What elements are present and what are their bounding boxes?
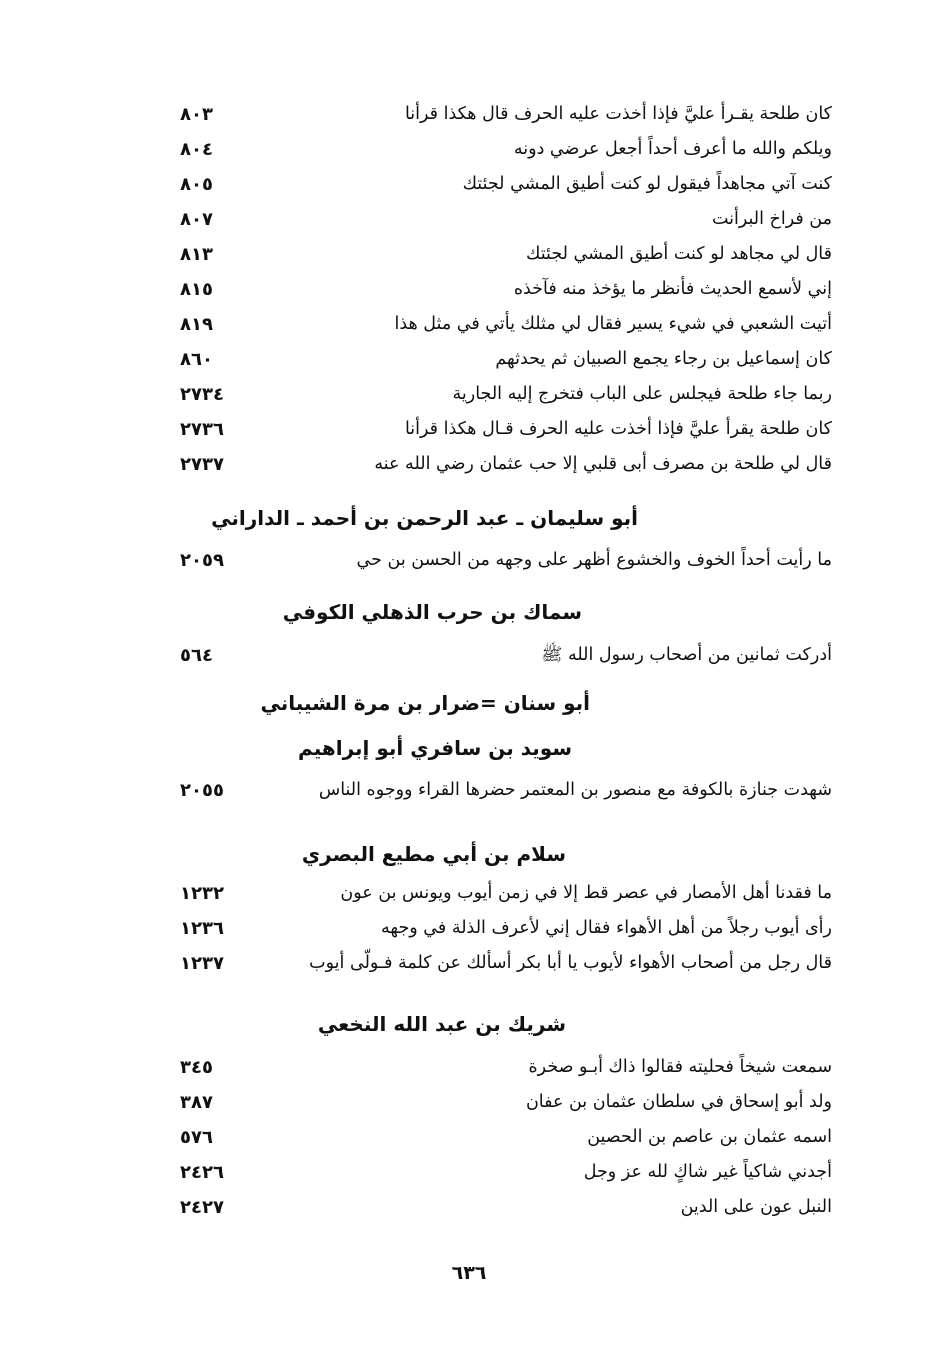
list-item xyxy=(0,202,938,237)
list-item xyxy=(0,1120,938,1155)
entry-text: من فراخ البرأنت xyxy=(711,209,832,229)
entry-text: قال لي مجاهد لو كنت أطيق المشي لجئتك xyxy=(526,244,832,264)
section-heading: سلام بن أبي مطيع البصري xyxy=(301,842,566,866)
entry-number: ١٢٣٦ xyxy=(180,918,224,939)
entry-text: كنت آتي مجاهداً فيقول لو كنت أطيق المشي لجئتك xyxy=(462,174,832,194)
list-item xyxy=(0,638,938,673)
entry-number: ٨١٥ xyxy=(180,279,213,300)
list-item xyxy=(0,1085,938,1120)
entry-text: شهدت جنازة بالكوفة مع منصور بن المعتمر حضرها القراء ووجوه الناس xyxy=(318,780,832,800)
list-item xyxy=(0,167,938,202)
entry-text: أدركت ثمانين من أصحاب رسول الله ﷺ xyxy=(541,645,832,665)
entry-text: ما رأيت أحداً الخوف والخشوع أظهر على وجهه من الحسن بن حي xyxy=(356,550,832,570)
entry-number: ٢٠٥٩ xyxy=(180,550,224,571)
list-item xyxy=(0,342,938,377)
entry-number: ٢٧٣٦ xyxy=(180,419,224,440)
entry-number: ٥٧٦ xyxy=(180,1127,213,1148)
section-heading: سماك بن حرب الذهلي الكوفي xyxy=(282,600,582,624)
list-item xyxy=(0,237,938,272)
list-item xyxy=(0,447,938,482)
entry-number: ٣٨٧ xyxy=(180,1092,213,1113)
list-item xyxy=(0,1155,938,1190)
entry-number: ٢٧٣٧ xyxy=(180,454,224,475)
section-heading: أبو سنان =ضرار بن مرة الشيباني xyxy=(260,691,590,715)
section-heading: سويد بن سافري أبو إبراهيم xyxy=(298,736,572,760)
entry-number: ٢٤٢٦ xyxy=(180,1162,224,1183)
entry-text: أتيت الشعبي في شيء يسير فقال لي مثلك يأتي في مثل هذا xyxy=(394,314,832,334)
entry-list xyxy=(0,773,938,808)
entry-number: ٨٠٤ xyxy=(180,139,213,160)
entry-text: سمعت شيخاً فحليته فقالوا ذاك أبـو صخرة xyxy=(528,1057,832,1077)
entry-list xyxy=(0,543,938,578)
list-item xyxy=(0,543,938,578)
entry-number: ١٢٣٧ xyxy=(180,953,224,974)
list-item xyxy=(0,132,938,167)
entry-text: اسمه عثمان بن عاصم بن الحصين xyxy=(587,1127,832,1147)
entry-text: ما فقدنا أهل الأمصار في عصر قط إلا في زمن أيوب ويونس بن عون xyxy=(340,883,832,903)
page-number: ٦٣٦ xyxy=(451,1262,487,1284)
entry-list xyxy=(0,638,938,673)
list-item xyxy=(0,911,938,946)
entry-number: ٢٤٢٧ xyxy=(180,1197,224,1218)
list-item xyxy=(0,272,938,307)
list-item xyxy=(0,97,938,132)
entry-number: ١٢٣٢ xyxy=(180,883,224,904)
list-item xyxy=(0,1050,938,1085)
entry-number: ٢٧٣٤ xyxy=(180,384,224,405)
entry-text: أجدني شاكياً غير شاكٍ لله عز وجل xyxy=(583,1162,832,1182)
list-item xyxy=(0,377,938,412)
entry-text: ويلكم والله ما أعرف أحداً أجعل عرضي دونه xyxy=(513,139,832,159)
entry-text: قال رجل من أصحاب الأهواء لأيوب يا أبا بكر أسألك عن كلمة فـولّى أيوب xyxy=(309,953,832,973)
entry-text: قال لي طلحة بن مصرف أبى قلبي إلا حب عثمان رضي الله عنه xyxy=(374,454,832,474)
entry-number: ٨١٩ xyxy=(180,314,213,335)
entry-number: ٨٠٣ xyxy=(180,104,213,125)
entry-number: ٨٠٧ xyxy=(180,209,213,230)
entry-list xyxy=(0,876,938,981)
list-item xyxy=(0,307,938,342)
entry-text: رأى أيوب رجلاً من أهل الأهواء فقال إني لأعرف الذلة في وجهه xyxy=(381,918,832,938)
entry-text: إني لأسمع الحديث فأنظر ما يؤخذ منه فآخذه xyxy=(513,279,832,299)
entry-number: ٢٠٥٥ xyxy=(180,780,224,801)
entry-number: ٣٤٥ xyxy=(180,1057,213,1078)
entry-list xyxy=(0,1050,938,1225)
list-item xyxy=(0,876,938,911)
entry-text: كان طلحة يقرأ عليَّ فإذا أخذت عليه الحرف قـال هكذا قرأنا xyxy=(404,419,832,439)
entry-text: ولد أبو إسحاق في سلطان عثمان بن عفان xyxy=(525,1092,832,1112)
entry-text: كان إسماعيل بن رجاء يجمع الصبيان ثم يحدثهم xyxy=(495,349,832,369)
section-heading: شريك بن عبد الله النخعي xyxy=(317,1012,566,1036)
list-item xyxy=(0,773,938,808)
section-heading: أبو سليمان ـ عبد الرحمن بن أحمد ـ الداراني xyxy=(211,506,638,530)
entry-list xyxy=(0,97,938,482)
list-item xyxy=(0,412,938,447)
list-item xyxy=(0,946,938,981)
entry-number: ٥٦٤ xyxy=(180,645,213,666)
entry-number: ٨١٣ xyxy=(180,244,213,265)
list-item xyxy=(0,1190,938,1225)
entry-number: ٨٦٠ xyxy=(180,349,213,370)
entry-text: ربما جاء طلحة فيجلس على الباب فتخرج إليه الجارية xyxy=(452,384,832,404)
entry-text: كان طلحة يقـرأ عليَّ فإذا أخذت عليه الحرف قال هكذا قرأنا xyxy=(404,104,832,124)
entry-number: ٨٠٥ xyxy=(180,174,213,195)
entry-text: النبل عون على الدين xyxy=(680,1197,832,1217)
